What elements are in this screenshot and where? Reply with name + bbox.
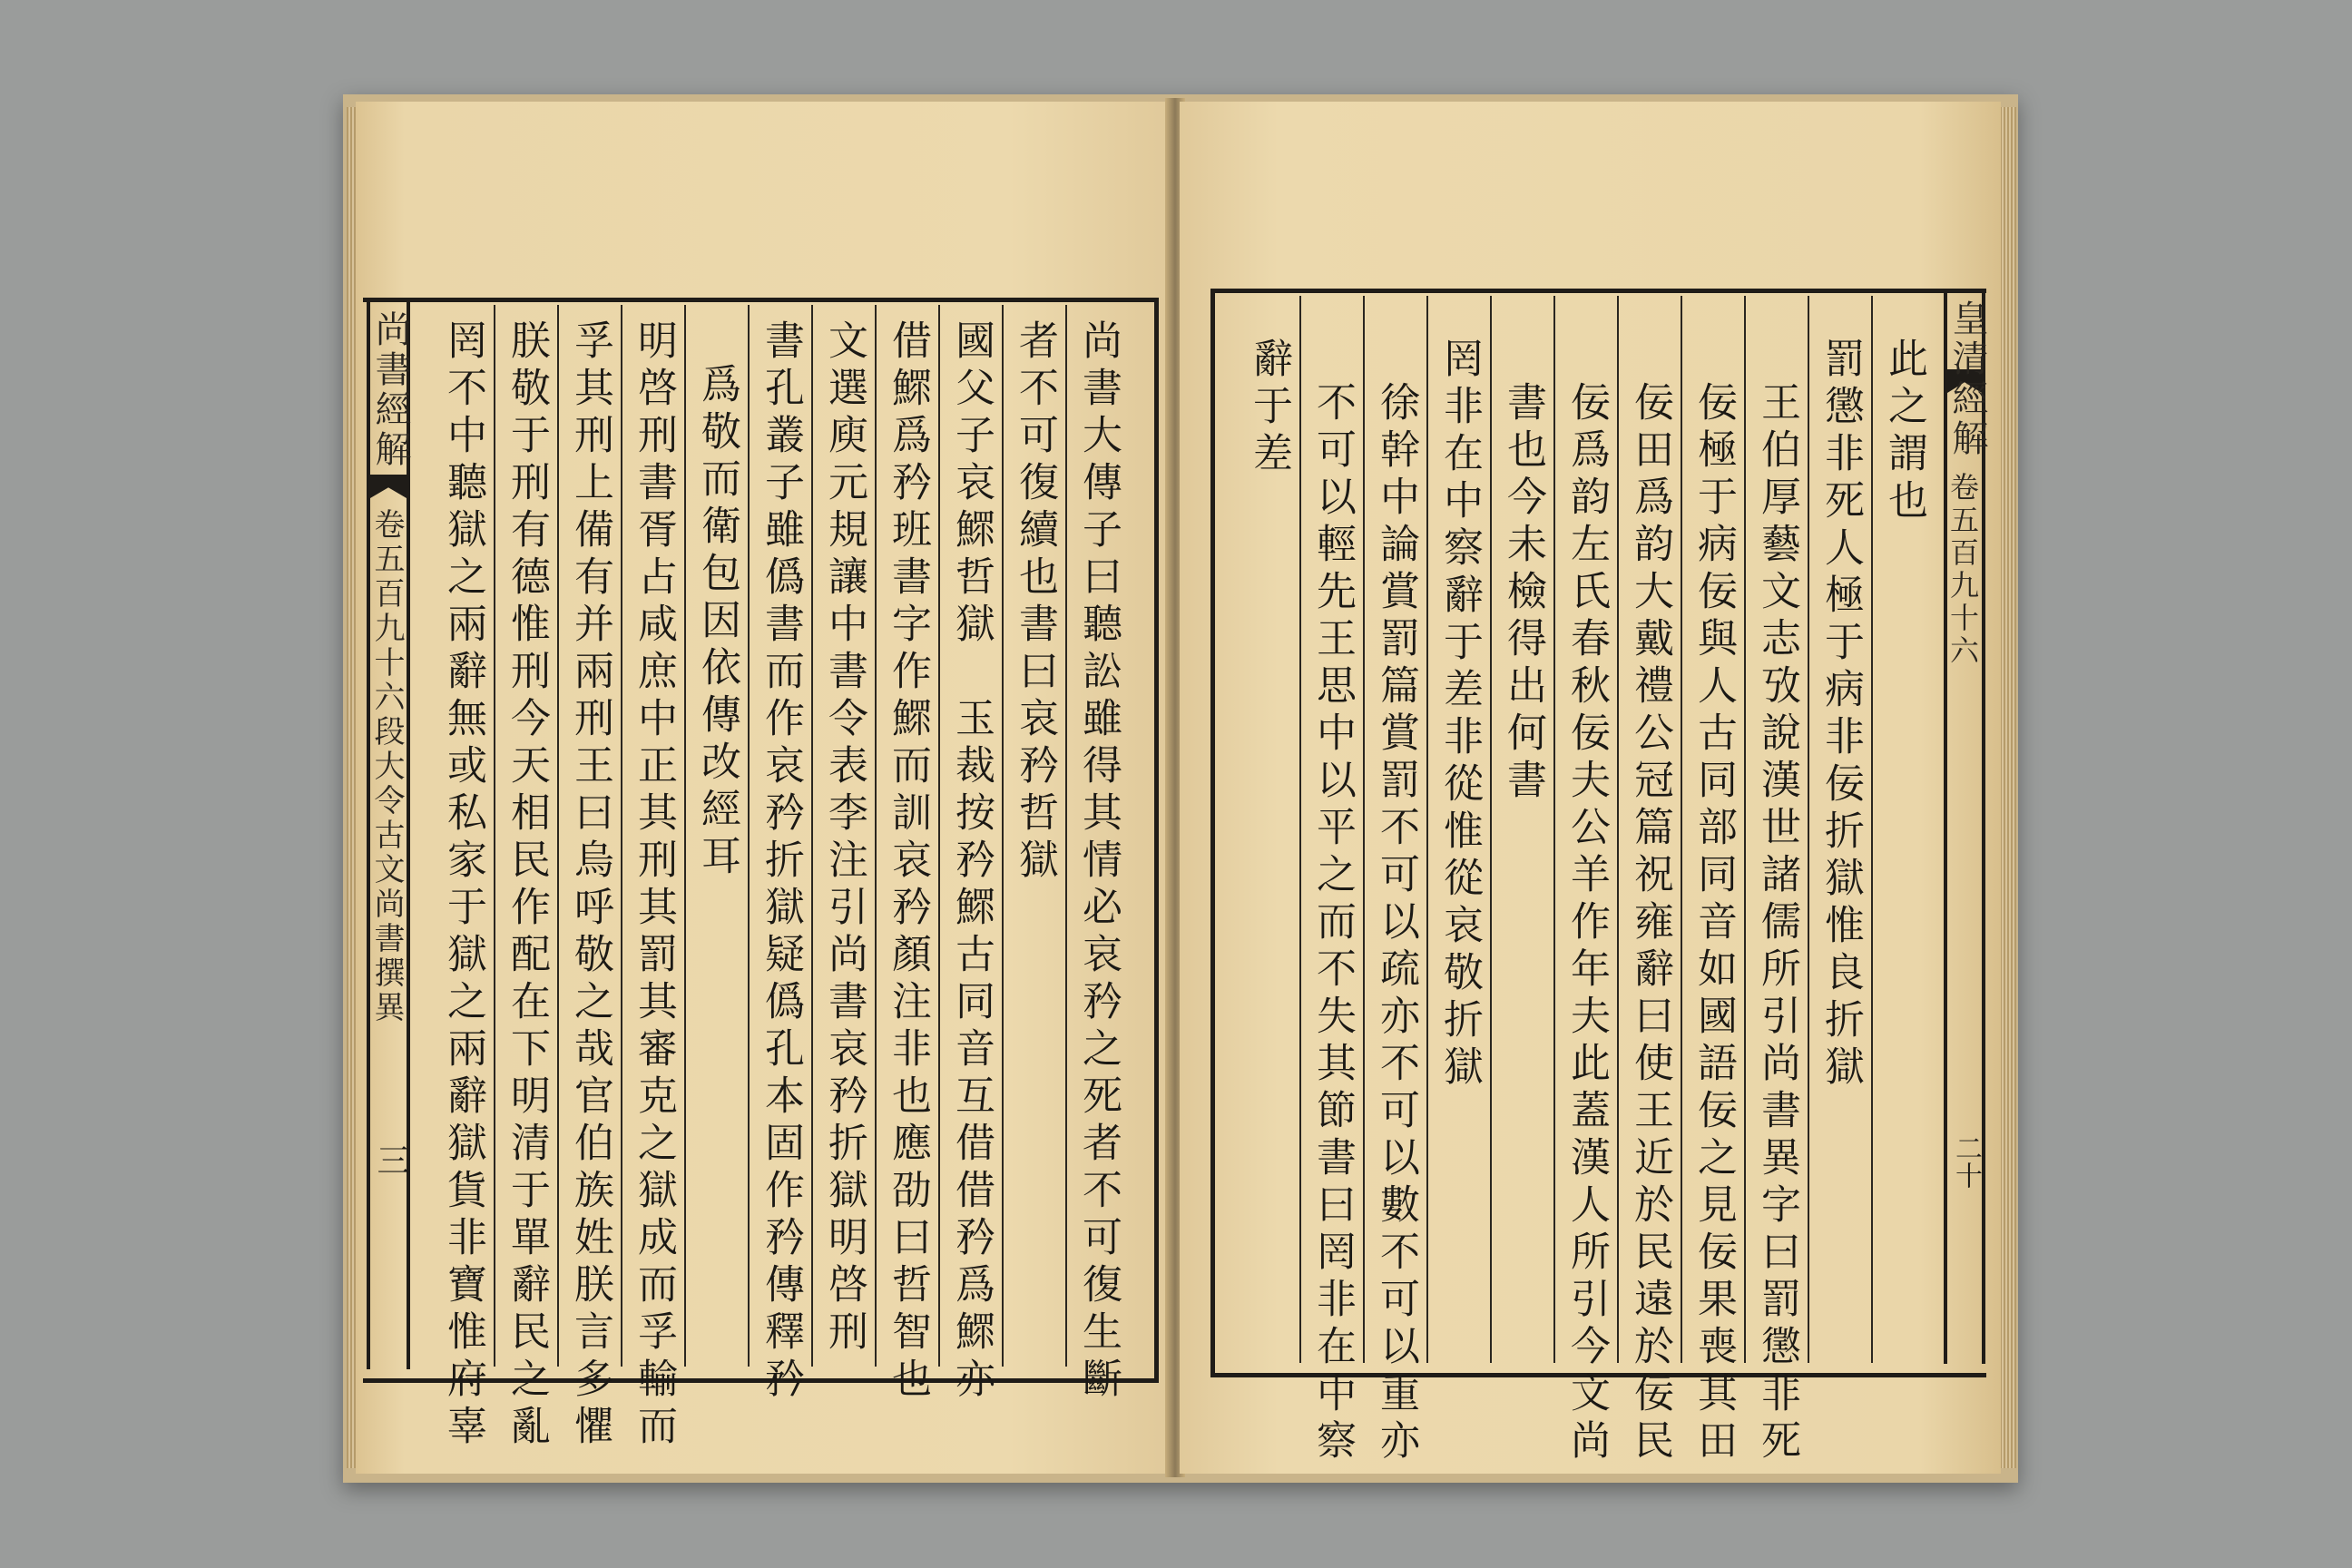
- column-rule: [1553, 296, 1555, 1363]
- left-page-number: 三: [372, 1143, 409, 1176]
- column-rule: [684, 305, 686, 1367]
- left-column: 國父子哀鰥哲獄 玉裁按矜鰥古同音互借借矜爲鰥亦: [948, 319, 995, 1405]
- column-rule: [1871, 296, 1873, 1363]
- show-through-text: [1688, 327, 1746, 374]
- right-column: 不可以輕先王思中以平之而不失其節書曰罔非在中察: [1309, 381, 1356, 1466]
- column-rule: [938, 305, 940, 1367]
- left-column: 者不可復續也書曰哀矜哲獄: [1012, 319, 1058, 886]
- column-rule: [1617, 296, 1619, 1363]
- right-page-number: 二十: [1950, 1134, 1982, 1189]
- column-rule: [621, 305, 622, 1367]
- column-rule: [1808, 296, 1809, 1363]
- right-margin-title: 皇清經解: [1946, 299, 1988, 459]
- right-column: 罔非在中察辭于差非從惟從哀敬折獄: [1436, 338, 1483, 1093]
- left-column: 孚其刑上備有并兩刑王曰烏呼敬之哉官伯族姓朕言多懼: [567, 319, 613, 1452]
- right-column: 佞爲韵左氏春秋佞夫公羊作年夫此蓋漢人所引今文尚: [1563, 381, 1610, 1466]
- left-column: 罔不中聽獄之兩辭無或私家于獄之兩辭獄貨非寶惟府辜: [440, 319, 486, 1452]
- column-rule: [1002, 305, 1004, 1367]
- left-column: 朕敬于刑有德惟刑今天相民作配在下明清于單辭民之亂: [504, 319, 550, 1452]
- right-column: 書也今未檢得出何書: [1500, 381, 1546, 806]
- column-rule: [494, 305, 495, 1367]
- left-margin-title: 尚書經解: [369, 310, 411, 470]
- left-margin-subtitle: 卷五百九十六段大令古文尚書撰異: [368, 508, 405, 1025]
- right-column: 佞極于病佞與人古同部同音如國語佞之見佞果喪其田: [1690, 381, 1737, 1466]
- right-column: 王伯厚藝文志攷說漢世諸儒所引尚書異字曰罰懲非死: [1754, 381, 1800, 1466]
- column-rule: [748, 305, 750, 1367]
- column-rule: [811, 305, 813, 1367]
- left-column: 爲敬而衛包因依傳改經耳: [694, 363, 740, 882]
- right-column: 徐幹中論賞罰篇賞罰不可以疏亦不可以數不可以重亦: [1373, 381, 1419, 1466]
- left-column: 借鰥爲矜班書字作鰥而訓哀矜顏注非也應劭曰哲智也: [885, 319, 931, 1405]
- column-rule: [557, 305, 559, 1367]
- column-rule: [1065, 305, 1067, 1367]
- left-column: 書孔叢子雖僞書而作哀矜折獄疑僞孔本固作矜傳釋矜: [758, 319, 804, 1405]
- left-column: 尚書大傳子曰聽訟雖得其情必哀矜之死者不可復生斷: [1075, 319, 1122, 1405]
- fish-tail-mark-icon: [370, 475, 407, 498]
- right-column: 此之謂也: [1881, 338, 1927, 526]
- column-rule: [1363, 296, 1365, 1363]
- right-column: 辭于差: [1246, 338, 1292, 479]
- left-column: 文選庾元規讓中書令表李注引尚書哀矜折獄明啓刑: [821, 319, 867, 1357]
- right-column: 罰懲非死人極于病非佞折獄惟良折獄: [1818, 338, 1864, 1093]
- column-rule: [1681, 296, 1682, 1363]
- right-margin-subtitle: 卷五百九十六: [1945, 472, 1980, 668]
- column-rule: [1426, 296, 1428, 1363]
- left-column: 明啓刑書胥占咸庶中正其刑其罰其審克之獄成而孚輸而: [631, 319, 677, 1452]
- right-column: 佞田爲韵大戴禮公冠篇祝雍辭曰使王近於民遠於佞民: [1627, 381, 1673, 1466]
- column-rule: [875, 305, 877, 1367]
- column-rule: [1490, 296, 1492, 1363]
- column-rule: [1744, 296, 1746, 1363]
- column-rule: [1299, 296, 1301, 1363]
